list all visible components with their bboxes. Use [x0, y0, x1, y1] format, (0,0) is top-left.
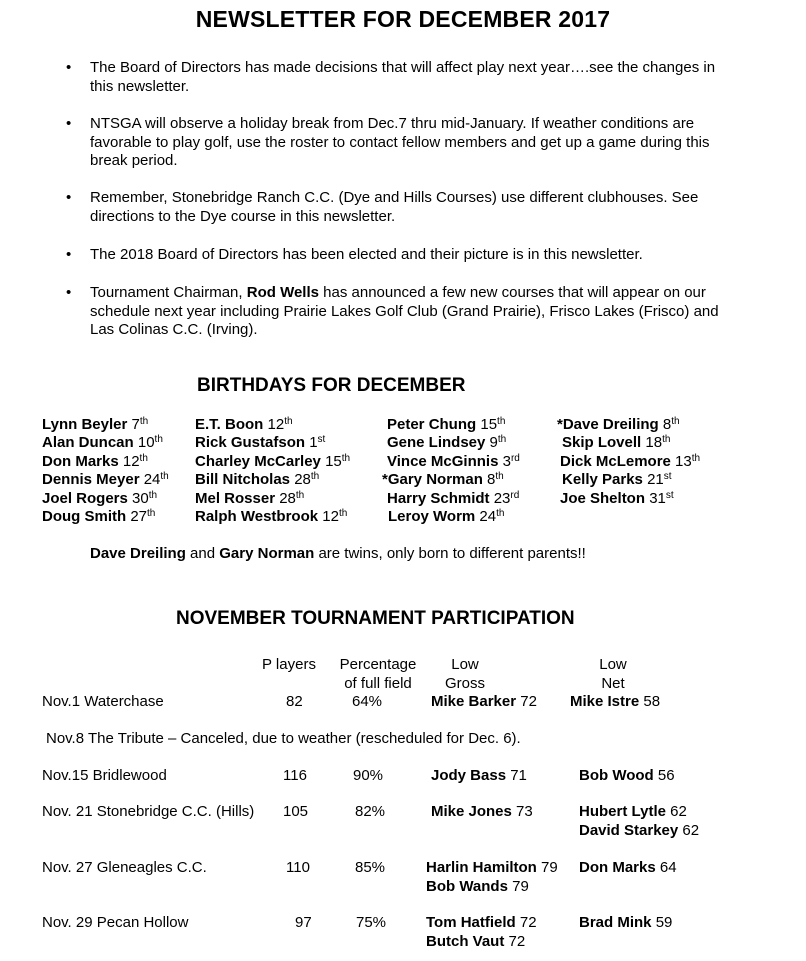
field-percentage: 90% [353, 767, 384, 784]
twins-note: Dave Dreiling and Gary Norman are twins, only born to different parents!! [90, 545, 586, 562]
tournament-heading: NOVEMBER TOURNAMENT PARTICIPATION [176, 608, 575, 629]
low-gross: Mike Jones 73 [431, 803, 533, 820]
birthday-entry: Rick Gustafson 1st [195, 434, 326, 451]
bullet-line: favorable to play golf, use the roster to contact fellow members and get up a game during this [90, 133, 710, 151]
bullet-line: directions to the Dye course in this newsletter. [90, 207, 396, 225]
birthday-entry: Harry Schmidt 23rd [387, 490, 520, 507]
bullet-text-pre: Tournament Chairman, [90, 284, 247, 301]
birthday-entry: Charley McCarley 15th [195, 453, 351, 470]
low-net: David Starkey 62 [579, 822, 700, 839]
birthday-entry: *Gary Norman 8th [382, 471, 504, 488]
birthday-entry: Peter Chung 15th [387, 416, 506, 433]
bullet-dot: • [66, 284, 72, 301]
bullet-text-post: has announced a few new courses that will appear on our [318, 284, 706, 301]
event-name: Nov. 29 Pecan Hollow [42, 914, 189, 931]
players-count: 116 [283, 767, 307, 784]
low-gross: Bob Wands 79 [426, 878, 529, 895]
birthday-entry: E.T. Boon 12th [195, 416, 293, 433]
twins-name-2: Gary Norman [219, 545, 315, 562]
bullet-line: this newsletter. [90, 77, 190, 95]
bullet-line: Remember, Stonebridge Ranch C.C. (Dye and Hills Courses) use different clubhouses. See [90, 189, 699, 206]
birthdays-heading: BIRTHDAYS FOR DECEMBER [197, 375, 466, 396]
canceled-note: Nov.8 The Tribute – Canceled, due to weather (rescheduled for Dec. 6). [46, 730, 521, 747]
low-gross: Butch Vaut 72 [426, 933, 526, 950]
low-net: Brad Mink 59 [579, 914, 673, 931]
players-count: 110 [286, 859, 310, 876]
header-percentage: Percentage of full field [339, 656, 417, 692]
event-name: Nov. 21 Stonebridge C.C. (Hills) [42, 803, 255, 820]
players-count: 97 [295, 914, 312, 931]
header-low-gross: Low Gross [444, 656, 485, 692]
low-net: Bob Wood 56 [579, 767, 675, 784]
birthday-entry: Doug Smith 27th [42, 508, 156, 525]
birthday-entry: Vince McGinnis 3rd [387, 453, 520, 470]
birthday-entry: Joe Shelton 31st [560, 490, 674, 507]
birthday-entry: Gene Lindsey 9th [387, 434, 507, 451]
field-percentage: 82% [355, 803, 386, 820]
field-percentage: 64% [352, 693, 383, 710]
bullet-item [90, 59, 780, 96]
birthday-entry: Bill Nitcholas 28th [195, 471, 320, 488]
low-net: Hubert Lytle 62 [579, 803, 687, 820]
event-name: Nov.1 Waterchase [42, 693, 164, 710]
bullet-dot: • [66, 115, 72, 132]
field-percentage: 85% [355, 859, 386, 876]
bullet-item [90, 284, 780, 340]
players-count: 82 [286, 693, 303, 710]
bullet-line: The 2018 Board of Directors has been elected and their picture is in this newsletter. [90, 246, 643, 263]
low-net: Don Marks 64 [579, 859, 677, 876]
low-gross: Mike Barker 72 [431, 693, 537, 710]
birthday-entry: Ralph Westbrook 12th [195, 508, 348, 525]
bullet-line: Las Colinas C.C. (Irving). [90, 321, 258, 338]
bullet-dot: • [66, 189, 72, 206]
birthday-entry: Dick McLemore 13th [560, 453, 701, 470]
birthday-entry: Leroy Worm 24th [388, 508, 505, 525]
low-gross: Harlin Hamilton 79 [426, 859, 558, 876]
birthday-entry: Alan Duncan 10th [42, 434, 163, 451]
low-net: Mike Istre 58 [570, 693, 661, 710]
birthday-entry: Don Marks 12th [42, 453, 148, 470]
bullet-line: NTSGA will observe a holiday break from Dec.7 thru mid-January. If weather conditions are [90, 115, 695, 132]
birthday-entry: Joel Rogers 30th [42, 490, 158, 507]
header-low-net: Low Net [599, 656, 627, 692]
twins-name-1: Dave Dreiling [90, 545, 186, 562]
birthday-entry: Dennis Meyer 24th [42, 471, 169, 488]
bullet-line: The Board of Directors has made decisions that will affect play next year….see the changes in [90, 59, 716, 76]
newsletter-title: NEWSLETTER FOR DECEMBER 2017 [195, 6, 611, 32]
bullet-line: break period. [90, 152, 178, 169]
bullet-item [90, 115, 780, 171]
header-players: P layers [262, 656, 316, 673]
low-gross: Jody Bass 71 [431, 767, 527, 784]
players-count: 105 [283, 803, 309, 820]
birthday-entry: Kelly Parks 21st [562, 471, 672, 488]
bullet-item [90, 246, 780, 265]
birthday-entry: Mel Rosser 28th [195, 490, 305, 507]
birthday-entry: *Dave Dreiling 8th [557, 416, 680, 433]
bullet-item [90, 189, 780, 226]
event-name: Nov.15 Bridlewood [42, 767, 167, 784]
event-name: Nov. 27 Gleneagles C.C. [42, 859, 207, 876]
bullet-line: schedule next year including Prairie Lakes Golf Club (Grand Prairie), Frisco Lakes (Frisco) and [90, 302, 719, 320]
birthday-entry: Skip Lovell 18th [562, 434, 671, 451]
bullet-dot: • [66, 246, 72, 263]
birthday-entry: Lynn Beyler 7th [42, 416, 149, 433]
bullet-bold-name: Rod Wells [246, 284, 319, 301]
low-gross: Tom Hatfield 72 [426, 914, 537, 931]
field-percentage: 75% [356, 914, 387, 931]
bullet-dot: • [66, 59, 72, 76]
bullet-line [90, 284, 780, 303]
